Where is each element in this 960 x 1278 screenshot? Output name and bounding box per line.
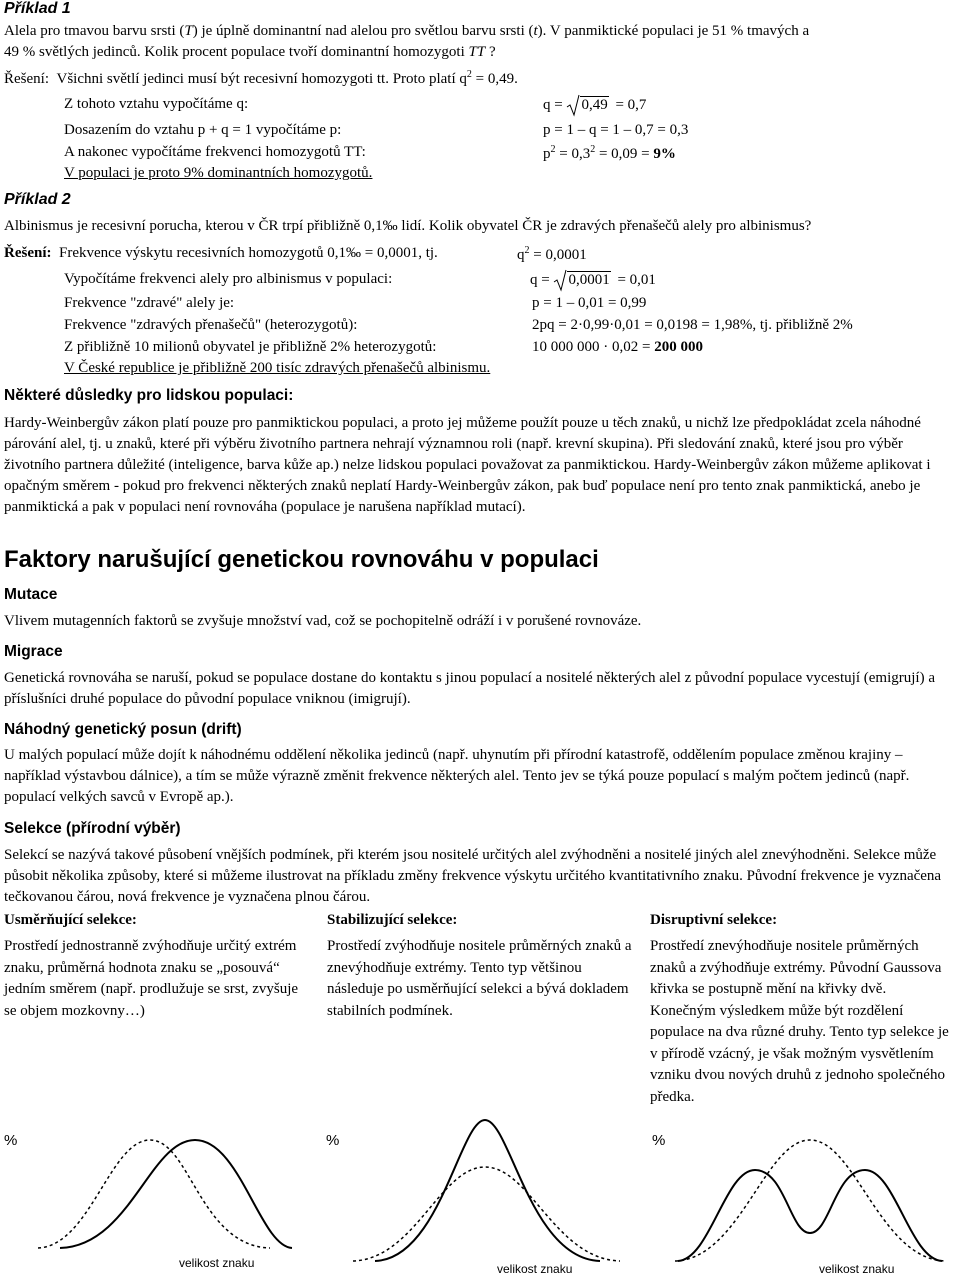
- example1-step3-value: $p^2 = 0,3^2 = 0,09 = 9\%$: [543, 144, 676, 162]
- example2-solution: Řešení: Frekvence výskytu recesivních homozygotů 0,1‰ = 0,0001, tj.: [4, 245, 438, 261]
- example1-conclusion: V populaci je proto 9% dominantních homozygotů.: [64, 165, 373, 181]
- graph1-y-label: %: [4, 1132, 18, 1149]
- graph3-y-label: %: [652, 1132, 666, 1149]
- example1-solution: Řešení: Všichni světlí jedinci musí být recesivní homozygoti tt. Proto platí $q^2 = 0,49$.: [4, 69, 518, 87]
- example1-line2: 49 % světlých jedinců. Kolik procent populace tvoří dominantní homozygoti TT ?: [4, 44, 496, 60]
- example1-line1: Alela pro tmavou barvu srsti (T) je úplně dominantní nad alelou pro světlou barvu srsti (t). V panmiktické populaci je 51 % tmavých a: [4, 23, 810, 39]
- stabilizing-selection-graph: [345, 1115, 630, 1265]
- consequences-heading: Některé důsledky pro lidskou populaci:: [4, 387, 294, 404]
- example2-title: Příklad 2: [4, 191, 71, 208]
- migration-text: Genetická rovnováha se naruší, pokud se populace dostane do kontaktu s jinou populací a nositelé některých alel z původní populace vycestují (emigrují) a příslušníci druhé populace do původní populace vniknou (imigrují).: [4, 670, 935, 707]
- example2-step3-value: 2pq = 2·0,99·0,01 = 0,0198 = 1,98%, tj. přibližně 2%: [532, 317, 853, 333]
- selection-heading: Selekce (přírodní výběr): [4, 820, 181, 837]
- example2-q2: $q^2 = 0,0001$: [517, 245, 587, 263]
- disruptive-text: Prostředí znevýhodňuje nositele průměrných znaků a zvýhodňuje extrémy. Původní Gaussova křivka se postupně mění na křivky dvě. Konečným výsledkem může být rozdělení populace na dva různé druhy. Tento typ selekce je v přírodě vzácný, je však možným vysvětlením vzniku dvou nových druhů z jednoho společného předka.: [650, 938, 949, 1105]
- example1-step1-value: q = 0,49 = 0,7: [543, 97, 647, 113]
- graph2-x-label: velikost znaku: [497, 1262, 573, 1276]
- example2-question: Albinismus je recesivní porucha, kterou v ČR trpí přibližně 0,1‰ lidí. Kolik obyvatel ČR je zdravých přenašečů alely pro albinismus?: [4, 218, 812, 234]
- graph1-x-label: velikost znaku: [179, 1256, 255, 1270]
- mutation-text: Vlivem mutagenních faktorů se zvyšuje množství vad, což se pochopitelně odráží i v porušené rovnováze.: [4, 613, 642, 629]
- graph3-x-label: velikost znaku: [819, 1262, 895, 1276]
- disruptive-title: Disruptivní selekce:: [650, 912, 778, 928]
- example2-step4-label: Z přibližně 10 milionů obyvatel je přibližně 2% heterozygotů:: [64, 339, 437, 355]
- example1-step2-label: Dosazením do vztahu p + q = 1 vypočítáme p:: [64, 122, 342, 138]
- factors-heading: Faktory narušující genetickou rovnováhu v populaci: [4, 546, 599, 573]
- example2-step2-value: p = 1 – 0,01 = 0,99: [532, 295, 647, 311]
- example2-step3-label: Frekvence "zdravých přenašečů" (heterozygotů):: [64, 317, 358, 333]
- directional-selection-graph: [20, 1120, 300, 1260]
- stabilizing-text: Prostředí zvýhodňuje nositele průměrných znaků a znevýhodňuje extrémy. Tento typ většinou následuje po usměrňující selekci a bývá dokladem stabilních podmínek.: [327, 938, 632, 1019]
- example1-step2-value: p = 1 – q = 1 – 0,7 = 0,3: [543, 122, 689, 138]
- example2-step4-value: 10 000 000 · 0,02 = 200 000: [532, 339, 703, 355]
- example1-title: Příklad 1: [4, 0, 71, 17]
- mutation-heading: Mutace: [4, 586, 58, 603]
- consequences-text: Hardy-Weinbergův zákon platí pouze pro panmiktickou populaci, a proto jej můžeme použít pouze u těch znaků, u nichž lze předpokládat zcela náhodné párování alel, tj. u znaků, které při výběru životního partnera nehrají významnou roli (např. krevní skupina). Při sledování znaků, které jsou pro výběr životního partnera důležité (inteligence, barva kůže ap.) nelze lidskou populaci považovat za panmiktickou. Hardy-Weinbergův zákon můžeme aplikovat i opačným směrem - pokud pro frekvenci některých znaků neplatí Hardy-Weinbergův zákon, pak buď populace není pro tento znak panmiktická, anebo je panmiktická a pak v populaci není rovnováha (populace je narušena například mutací).: [4, 415, 931, 515]
- disruptive-selection-graph: [670, 1115, 955, 1265]
- graph2-y-label: %: [326, 1132, 340, 1149]
- example2-step1-value: q = 0,0001 = 0,01: [530, 272, 656, 288]
- drift-heading: Náhodný genetický posun (drift): [4, 721, 242, 738]
- drift-text: U malých populací může dojít k náhodnému oddělení několika jedinců (např. uhynutím při přírodní katastrofě, oddělením populace změnou krajiny – například výstavbou dálnice), a tím se může výrazně změnit frekvence některých alel. Tento jev se týká pouze populací s malým počtem jedinců (např. populací velkých savců v Evropě ap.).: [4, 747, 910, 805]
- example1-step3-label: A nakonec vypočítáme frekvenci homozygotů TT:: [64, 144, 366, 160]
- selection-text: Selekcí se nazývá takové působení vnějších podmínek, při kterém jsou nositelé určitých alel zvýhodněni a nositelé jiných alel znevýhodněni. Selekce může působit několika způsoby, které si můžeme ilustrovat na příkladu změny frekvence výskytu určitého kvantitativního znaku. Původní frekvence je vyznačena tečkovanou čárou, nová frekvence je vyznačena plnou čárou.: [4, 847, 942, 905]
- example2-conclusion: V České republice je přibližně 200 tisíc zdravých přenašečů albinismu.: [64, 360, 491, 376]
- example1-step1-label: Z tohoto vztahu vypočítáme q:: [64, 96, 249, 112]
- directional-text: Prostředí jednostranně zvýhodňuje určitý extrém znaku, průměrná hodnota znaku se „posouvá“ jedním směrem (např. prodlužuje se srst, zvyšuje se objem mozkovny…): [4, 938, 299, 1019]
- example2-step2-label: Frekvence "zdravé" alely je:: [64, 295, 235, 311]
- example2-step1-label: Vypočítáme frekvenci alely pro albinismus v populaci:: [64, 271, 393, 287]
- migration-heading: Migrace: [4, 643, 63, 660]
- directional-title: Usměrňující selekce:: [4, 912, 137, 928]
- stabilizing-title: Stabilizující selekce:: [327, 912, 458, 928]
